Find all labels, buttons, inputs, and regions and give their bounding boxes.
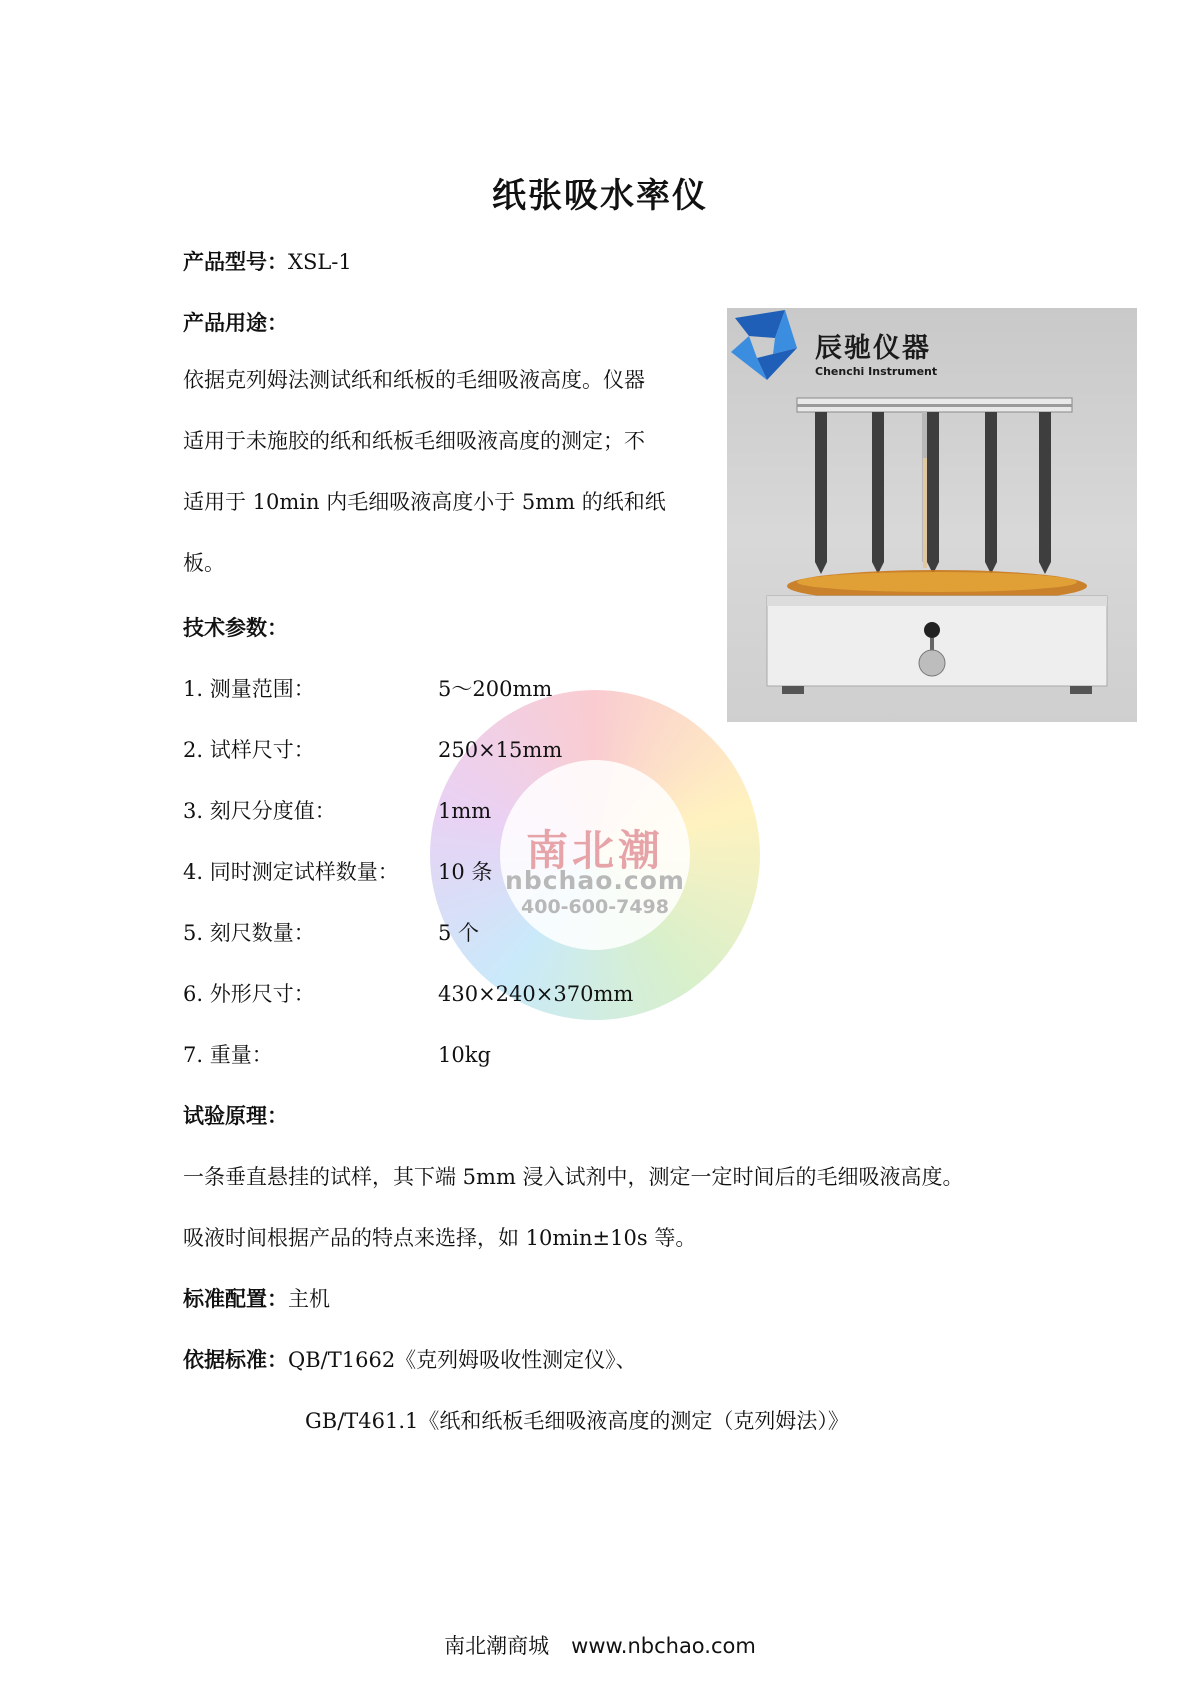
footer-url[interactable]: www.nbchao.com (571, 1634, 756, 1658)
brand-cn: 辰驰仪器 (815, 333, 931, 364)
usage-line: 适用于未施胶的纸和纸板毛细吸液高度的测定；不 (183, 429, 645, 453)
model-label: 产品型号： (183, 249, 288, 274)
param-label: 7. 重量： (183, 1043, 273, 1067)
principle-line: 一条垂直悬挂的试样，其下端 5mm 浸入试剂中，测定一定时间后的毛细吸液高度。 (183, 1165, 964, 1189)
param-value: 430×240×370mm (438, 982, 634, 1006)
param-value: 10 条 (438, 860, 493, 884)
standard-value: QB/T1662《克列姆吸收性测定仪》、 (288, 1348, 637, 1372)
logo-icon (731, 310, 797, 380)
tech-heading: 技术参数： (183, 615, 288, 640)
param-row (183, 856, 492, 886)
standard-line-2: GB/T461.1《纸和纸板毛细吸液高度的测定（克列姆法）》 (305, 1409, 849, 1433)
product-photo (727, 308, 1137, 722)
page-title: 纸张吸水率仪 (492, 176, 708, 216)
param-row (183, 978, 633, 1008)
footer-shop: 南北潮商城 (444, 1634, 550, 1658)
param-row (183, 795, 491, 825)
param-value: 250×15mm (438, 738, 563, 762)
footer (0, 1630, 1200, 1660)
param-label: 2. 试样尺寸： (183, 738, 315, 762)
param-label: 6. 外形尺寸： (183, 982, 315, 1006)
usage-paragraph (183, 350, 713, 594)
param-label: 5. 刻尺数量： (183, 921, 315, 945)
standard-label: 依据标准： (183, 1347, 288, 1372)
param-label: 4. 同时测定试样数量： (183, 860, 399, 884)
model-value: XSL-1 (288, 250, 352, 274)
standard-line (183, 1344, 637, 1374)
brand-en: Chenchi Instrument (815, 365, 938, 378)
config-label: 标准配置： (183, 1286, 288, 1311)
param-label: 1. 测量范围： (183, 677, 315, 701)
param-value: 5～200mm (438, 677, 553, 701)
param-row (183, 1039, 491, 1069)
watermark-url: nbchao.com (505, 866, 685, 895)
config-line (183, 1283, 330, 1313)
principle-heading: 试验原理： (183, 1103, 288, 1128)
usage-line: 依据克列姆法测试纸和纸板的毛细吸液高度。仪器 (183, 368, 645, 392)
principle-line: 吸液时间根据产品的特点来选择，如 10min±10s 等。 (183, 1226, 697, 1250)
usage-line: 板。 (183, 551, 225, 575)
model-line (183, 246, 352, 276)
param-label: 3. 刻尺分度值： (183, 799, 336, 823)
watermark-phone: 400-600-7498 (521, 896, 669, 918)
param-value: 5 个 (438, 921, 480, 945)
watermark-cn: 南北潮 (525, 826, 664, 875)
param-row (183, 734, 562, 764)
param-row (183, 673, 552, 703)
usage-line: 适用于 10min 内毛细吸液高度小于 5mm 的纸和纸 (183, 490, 666, 514)
param-value: 1mm (438, 799, 492, 823)
brand (815, 326, 937, 378)
usage-heading: 产品用途： (183, 310, 288, 335)
param-row (183, 917, 479, 947)
param-value: 10kg (438, 1043, 491, 1067)
config-value: 主机 (288, 1287, 330, 1311)
